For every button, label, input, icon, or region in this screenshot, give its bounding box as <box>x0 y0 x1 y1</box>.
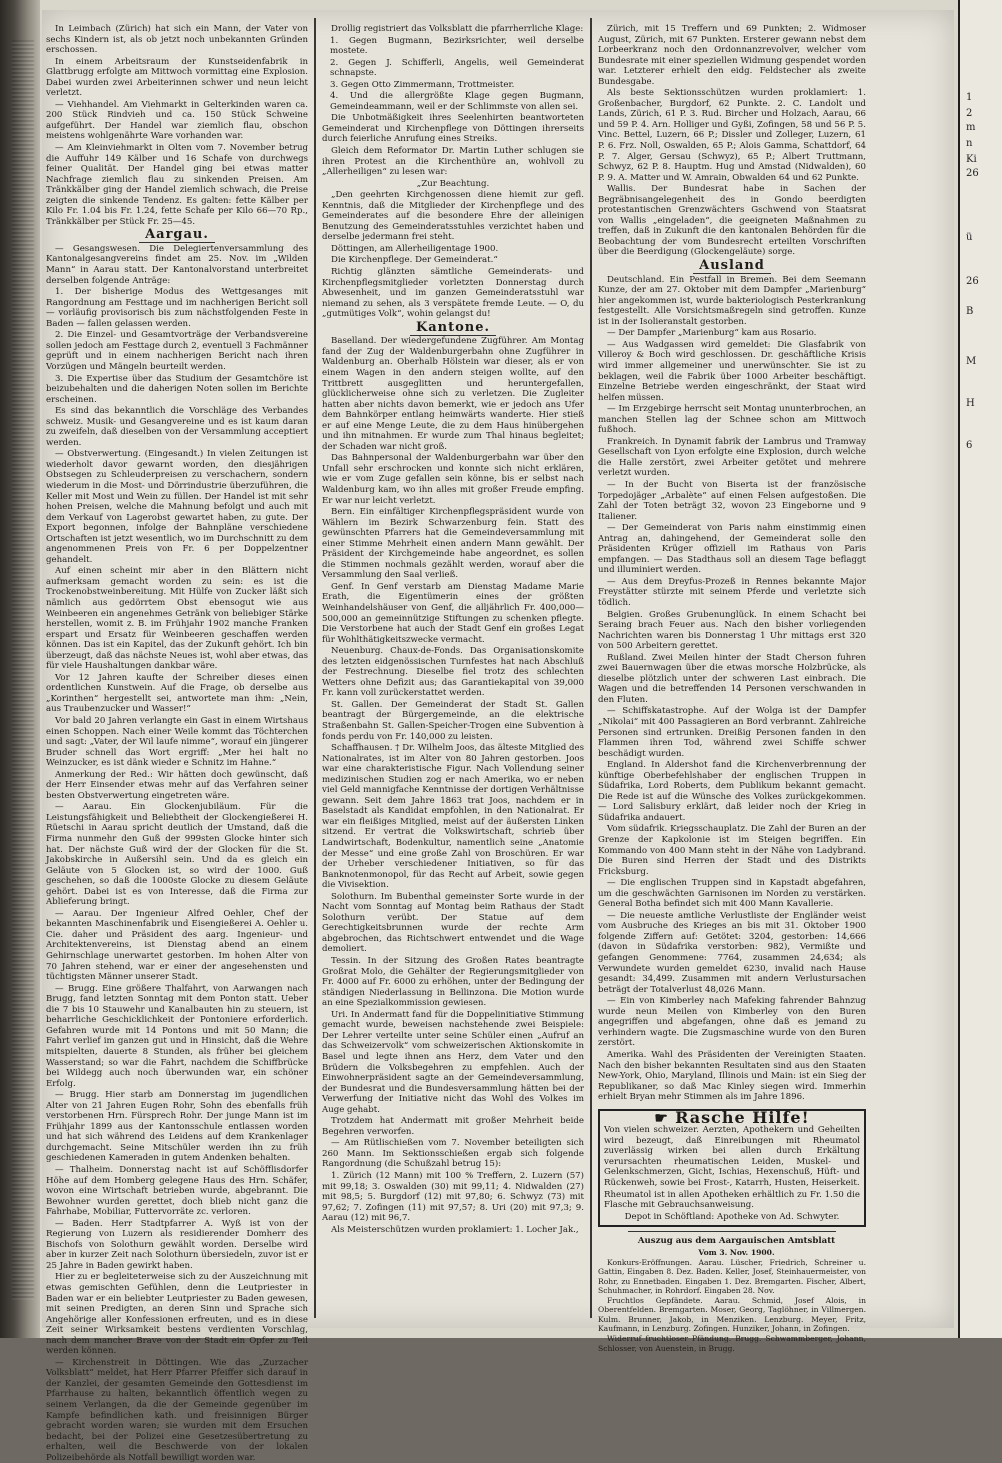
column-1 <box>46 24 308 1463</box>
section-heading-text: Ausland <box>693 258 771 274</box>
gazette-entry: Widerruf fruchtloser Pfändung. Brugg. Schwammberger, Johann, Schlosser, von Auenstein, in Brugg. <box>598 1334 866 1353</box>
paragraph: — In der Bucht von Biserta ist der französische Torpedojäger „Arbalète“ auf einen Felsen aufgestoßen. Die Zahl der Toten beträgt 32, wovon 23 Eingeborne und 9 Italiener. <box>598 479 866 522</box>
paragraph: — Gesangswesen. Die Delegiertenversammlung des Kantonalgesangvereins findet am 25. Nov. im „Wilden Mann“ in Aarau statt. Der Kantonalvorstand unterbreitet derselben folgende Anträge: <box>46 243 308 286</box>
paragraph: Schaffhausen. † Dr. Wilhelm Joos, das älteste Mitglied des Nationalrates, ist im Alter von 80 Jahren gestorben. Joos war eine charakteristische Figur. Nach Vollendung seiner medizinischen Studien zog er nach Amerika, wo er neben viel Geld mannigfache Kenntnisse der dortigen Verhältnisse gewann. Seit dem Jahre 1863 trat Joos, nachdem er in Baselstadt als Kandidat empfohlen, in den Nationalrat. Er war ein fleißiges Mitglied, meist auf der äußersten Linken sitzend. Er vertrat die Volkswirtschaft, schrieb über Landwirtschaft, Bodenkultur, namentlich seine „Anatomie der Messe“ und eine große Zahl von Broschüren. Er war der Urheber verschiedener Initiativen, so für das Banknotenmonopol, für das Recht auf Arbeit, sowie gegen die Vivisektion. <box>322 743 584 891</box>
column-2 <box>322 24 584 1324</box>
paragraph: Das Bahnpersonal der Waldenburgerbahn war über den Unfall sehr erschrocken und konnte sich nicht erklären, wie er vom Zuge gefallen sein könne, bis er selbst nach Waldenburg kam, wo ihn alles mit großer Freude empfing. Er war nur leicht verletzt. <box>322 453 584 506</box>
paragraph: — Aarau. Ein Glockenjubiläum. Für die Leistungsfähigkeit und Beliebtheit der Glockengießerei H. Rüetschi in Aarau spricht deutlich der Umstand, daß die Firma nunmehr den Guß der 999sten Glocke hinter sich hat. Der nächste Guß wird der der Glocken für die St. Jakobskirche in Außersihl sein. Und da es gleich ein Geläute von 5 Glocken ist, so wird der 1000. Guß geschehen, so daß die 1000ste Glocke zu diesem Geläute gehört. Dabei ist es von Interesse, daß die Firma zur Ablieferung bringt. <box>46 802 308 908</box>
paragraph: 1. Der bisherige Modus des Wettgesanges mit Rangordnung am Festtage und im nachherigen Bericht soll — vorläufig provisorisch bis zum nächstfolgenden Feste in Baden — fallen gelassen werden. <box>46 287 308 329</box>
adjacent-page-fragment: H <box>966 398 975 409</box>
paragraph: Genf. In Genf verstarb am Dienstag Madame Marie Erath, die Eigentümerin eines der größten Weinhandelshäuser von Genf, die alljährlich Fr. 400,000—500,000 an gemeinnützige Stiftungen zu schenken pflegte. Die Verstorbene hat auch der Stadt Genf ein großes Legat für Wohlthätigkeitszwecke vermacht. <box>322 581 584 645</box>
paragraph: — Obstverwertung. (Eingesandt.) In vielen Zeitungen ist wiederholt davor gewarnt worden, den diesjährigen Obstsegen zu Schleuderpreisen zu verschachern, sondern wiederum in die Most- und Dörrindustrie überzuführen, die Keller mit Most und Wein zu füllen. Der Handel ist mit sehr hohen Preisen, welche die Mahnung befolgt und auch mit dem Verkauf von Lagerobst gewartet haben, zu gute. Der Export begonnen, infolge der Bahnpläne verschiedene Ortschaften ist jetzt wesentlich, wo im Durchschnitt zu dem angenommenen Preis von Fr. 6 per Doppelzentner gehandelt. <box>46 449 308 565</box>
paragraph: In einem Arbeitsraum der Kunstseidenfabrik in Glattbrugg erfolgte am Mittwoch vormittag eine Explosion. Dabei wurden zwei Arbeiterinnen schwer und neun leicht verletzt. <box>46 56 308 99</box>
section-heading <box>46 227 308 243</box>
paragraph: — Ein von Kimberley nach Mafeking fahrender Bahnzug wurde neun Meilen von Kimberley von den Buren angegriffen und abgefangen, ohne daß es jemand zu verhindern wagte. Die Zugsmaschine wurde von den Buren zerstört. <box>598 996 866 1049</box>
paragraph: Drollig registriert das Volksblatt die pfarrherrliche Klage: <box>331 24 584 34</box>
centered-line: „Zur Beachtung. <box>416 178 490 189</box>
advertisement-price: Rheumatol ist in allen Apotheken erhältlich zu Fr. 1.50 die Flasche mit Gebrauchsanweisung. <box>604 1189 860 1211</box>
section-heading-text: Kantone. <box>410 320 496 336</box>
paragraph: — Aarau. Der Ingenieur Alfred Oehler, Chef der bekannten Maschinenfabrik und Eisengießerei A. Oehler u. Cie. daher und Präsident des aarg. Ingenieur- und Architektenvereins, ist Dienstag abend an einem Gehirnschlage unerwartet gestorben. Im hohen Alter von 70 Jahren stehend, war er einer der angesehensten und tüchtigsten Männer unserer Stadt. <box>46 908 308 983</box>
paragraph: — Die neueste amtliche Verlustliste der Engländer weist vom Ausbruche des Krieges an bis mit 31. Oktober 1900 folgende Ziffern auf: Getötet: 3204, gestorben: 14,666 (davon in Südafrika verstorben: 982), Vermißte und gefangen Genommene: 7764, zusammen 24,634; als Verwundete wurden gemeldet 6230, invalid nach Hause gesandt: 34,499. Zusammen mit andern Verlustursachen beträgt der Totalverlust 48,026 Mann. <box>598 910 866 995</box>
paragraph: Gleich dem Reformator Dr. Martin Luther schlugen sie ihren Protest an die Kirchenthüre an, wohlvoll zu „Allerheiligen“ zu lesen war: <box>322 146 584 178</box>
section-heading-text: Aargau. <box>139 227 215 243</box>
paragraph: England. In Aldershot fand die Kirchenverbrennung der künftige Oberbefehlshaber der englischen Truppen in Südafrika, Lord Roberts, dem Publikum bekannt gemacht. Die Rede ist auf die Wünsche des Volkes zurückgekommen. — Lord Salisbury erklärt, daß leider noch der Krieg in Südafrika andauert. <box>598 760 866 823</box>
paragraph: 1. Zürich (12 Mann) mit 100 % Treffern, 2. Luzern (57) mit 99,18; 3. Oswalden (30) mit 99,11; 4. Nidwalden (27) mit 98,5; 5. Burgdorf (12) mit 97,80; 6. Schwyz (73) mit 97,62; 7. Zofingen (11) mit 97,57; 8. Uri (20) mit 97,3; 9. Aarau (12) mit 96,7. <box>322 1170 584 1224</box>
paragraph: Rußland. Zwei Meilen hinter der Stadt Cherson fuhren zwei Bauernwagen über die etwas morsche Holzbrücke, als dieselbe plötzlich unter der schweren Last einbrach. Die Wagen und die betreffenden 14 Personen verschwanden in den Fluten. <box>598 652 866 705</box>
advertisement-depot: Depot in Schöftland: Apotheke von Ad. Schwyter. <box>624 1211 840 1222</box>
spine-edges <box>12 40 34 1300</box>
paragraph: — Aus dem Dreyfus-Prozeß in Rennes bekannte Major Freystätter stürzte mit seinem Pferde und verletzte sich tödlich. <box>598 576 866 608</box>
list-item: 2. Gegen J. Schifferli, Angelis, weil Gemeinderat schnapste. <box>330 57 584 79</box>
paragraph: Auf einen scheint mir aber in den Blättern nicht aufmerksam gemacht worden zu sein: es ist die Trockenobstweinbereitung. Mit Hülfe von Zucker läßt sich nämlich aus gedörrtem Obst ebensogut wie aus Weinbeeren ein angenehmes Getränk von beliebiger Stärke herstellen, womit z. B. im Frühjahr 1902 manche Franken erspart und Ersatz für Weinbeeren geschaffen werden können. Das ist ein Kapitel, das der Zukunft gehört. Ich bin überzeugt, daß das nächste Neues ist, wohl aber etwas, das für viele Haushaltungen dankbar wäre. <box>46 566 308 672</box>
paragraph: Tessin. In der Sitzung des Großen Rates beantragte Großrat Molo, die Gehälter der Regierungsmitglieder von Fr. 4000 auf Fr. 6000 zu erhöhen, unter der Bedingung der ständigen Niederlassung in Bellinzona. Die Motion wurde an eine Spezialkommission gewiesen. <box>322 956 584 1009</box>
paragraph: Als Meisterschützen wurden proklamiert: 1. Locher Jak., <box>331 1224 579 1235</box>
adjacent-page-fragment: 26 <box>966 168 979 179</box>
paragraph: — Der Gemeinderat von Paris nahm einstimmig einen Antrag an, dahingehend, der Gemeinderat solle den Präsidenten Krüger offiziell im Rathaus von Paris empfangen. — Das Stadthaus soll an diesem Tage beflaggt und illuminiert werden. <box>598 523 866 576</box>
paragraph: — Kirchenstreit in Döttingen. Wie das „Zurzacher Volksblatt“ meldet, hat Herr Pfarrer Pfeiffer sich darauf in der Kanzlei, der gesamten Gemeinde den Gottesdienst im Pfarrhause zu halten, bekanntlich öffentlich wegen zu seinem Verlangen, da die der Gemeinde gegenüber im Kampfe befindlichen kath. und freisinnigen Bürger gebracht worden waren; sie wurden mit dem Ersuchen bedacht, bei der Polizei eine Gesetzesübertretung zu erhalten, weil die Beschwerde von der lokalen Polizeibehörde als Notfall bewilligt worden war. <box>46 1357 308 1463</box>
gazette-entry: Konkurs-Eröffnungen. Aarau. Lüscher, Friedrich, Schreiner u. Gattin, Eingaben 8. Dez. Baden. Keller, Josef, Steinhauermeister, von Rohr, zu Ennetbaden. Eingaben 1. Dez. Bremgarten. Fischer, Albert, Schuhmacher, in Rohrdorf. Eingaben 28. Nov. <box>598 1258 866 1295</box>
paragraph: Es sind das bekanntlich die Vorschläge des Verbandes schweiz. Musik- und Gesangvereine und es ist kaum daran zu zweifeln, daß dieselben von der Versammlung acceptiert werden. <box>46 406 308 448</box>
paragraph: Hier zu er begleiteterweise sich zu der Auszeichnung mit etwas gemischten Gefühlen, denn die Leutpriester in Baden war er ein beliebter Leutpriester zu Baden gewesen, mit seinen Predigten, an deren Sinn und Sprache sich Angehörige aller Konfessionen erfreuten, und es in diese Zeit seiner Wirksamkeit bestens verdienten Vorschlag, nach dem mancher Brave von der Stadt ein Opfer zu Teil werden können. <box>46 1272 308 1357</box>
paragraph: Solothurn. Im Bubenthal gemeinster Sorte wurde in der Nacht vom Sonntag auf Montag beim Rathaus der Stadt Solothurn verübt. Der Statue auf dem Gerechtigkeitsbrunnen wurde der rechte Arm abgebrochen, das Richtschwert entwendet und die Wage demoliert. <box>322 891 584 955</box>
paragraph: 2. Die Einzel- und Gesamtvorträge der Verbandsvereine sollen jedoch am Festtage durch 2, eventuell 3 Fachmänner geprüft und in einem nachherigen Bericht nach ihren Vorzügen und Mängeln beurteilt werden. <box>46 330 308 372</box>
list-item: 1. Gegen Bugmann, Bezirksrichter, weil derselbe mostete. <box>330 35 584 57</box>
paragraph: Bern. Ein einfältiger Kirchenpflegspräsident wurde von Wählern im Bezirk Schwarzenburg fein. Statt des gewünschten Pfarrers hat die Gemeindeversammlung mit einer Stimme Mehrheit einen andern Mann gewählt. Der Präsident der Kirchgemeinde habe angeordnet, es sollen die Stimmen nochmals gezählt werden, worauf aber die Versammlung den Saal verließ. <box>322 507 584 581</box>
official-gazette-heading: Auszug aus dem Aargauischen Amtsblatt <box>637 1236 836 1247</box>
paragraph: Neuenburg. Chaux-de-Fonds. Das Organisationskomite des letzten eidgenössischen Turnfestes hat nach Abschluß der Festrechnung. Dieselbe fiel trotz des schlechten Wetters ohne Defizit aus; das Garantiekapital von 39,000 Fr. kann voll zurückerstattet werden. <box>322 646 584 699</box>
paragraph: In Leimbach (Zürich) hat sich ein Mann, der Vater von sechs Kindern ist, als ob jetzt noch unbekannten Gründen erschossen. <box>46 24 308 56</box>
paragraph: Wallis. Der Bundesrat habe in Sachen der Begräbnisangelegenheit des in Gondo beerdigten protestantischen Grenzwächters Gschwend von Staatsrat von Wallis „eingeladen“, die geeigneten Maßnahmen zu treffen, daß in Zukunft die den kantonalen Behörden für die Beobachtung der vom Bundesrecht erteilten Vorschriften über die Beerdigung (Glockengeläute) sorge. <box>598 184 866 258</box>
paragraph: — Am Rütlischießen vom 7. November beteiligten sich 260 Mann. Im Sektionsschießen ergab sich folgende Rangordnung (die Schußzahl betrug 15): <box>322 1138 584 1170</box>
paragraph: — Der Dampfer „Marienburg“ kam aus Rosario. <box>607 328 817 339</box>
paragraph: Döttingen, am Allerheiligentage 1900. <box>331 243 499 254</box>
adjacent-page-fragment: B <box>966 306 974 317</box>
advertisement-box <box>598 1109 866 1227</box>
paragraph: — Am Kleinviehmarkt in Olten vom 7. November betrug die Auffuhr 149 Kälber und 16 Schafe von durchwegs feiner Qualität. Der Handel ging bei etwas matter Nachfrage ziemlich flau zu sinkenden Preisen. Am Tränkkälber ging der Handel ziemlich schwach, die Preise zeigten die sinkende Tendenz. Es galten: fette Kälber per Kilo Fr. 1.04 bis Fr. 1.24, fette Schafe per Kilo 66—70 Rp., Tränkkälber per Stück Fr. 25—45. <box>46 143 308 227</box>
paragraph: Trotzdem hat Andermatt mit großer Mehrheit beide Begehren verworfen. <box>322 1116 584 1137</box>
adjacent-page-fragment: n <box>966 138 973 149</box>
list-item: 4. Und die allergrößte Klage gegen Bugmann, Gemeindeammann, weil er der Schlimmste von allen sei. <box>330 91 584 112</box>
adjacent-page-fragment: 6 <box>966 440 973 451</box>
paragraph: — Im Erzgebirge herrscht seit Montag ununterbrochen, an manchen Stellen lag der Schnee schon am Mittwoch fußhoch. <box>598 404 866 436</box>
paragraph: Vor 12 Jahren kaufte der Schreiber dieses einen ordentlichen Kunstwein. Auf die Frage, ob derselbe aus „Korinthen“ hergestellt sei, antwortete man ihm: „Nein, aus Traubenzucker und Wasser!“ <box>46 672 308 715</box>
section-heading <box>322 319 584 335</box>
divider <box>628 1231 836 1232</box>
paragraph: Vom südafrik. Kriegsschauplatz. Die Zahl der Buren an der Grenze der Kapkolonie ist im Steigen begriffen. Ein Kommando von 400 Mann steht in der Nähe von Ladybrand. Die Buren sind Herren der Stadt und des Distrikts Fricksburg. <box>598 824 866 877</box>
paragraph: — Die englischen Truppen sind in Kapstadt abgefahren, um die geschwächten Garnisonen im Norden zu verstärken. General Botha befindet sich mit 400 Mann Kavallerie. <box>598 878 866 910</box>
official-gazette-date: Vom 3. Nov. 1900. <box>698 1247 775 1257</box>
advertisement-title <box>604 1107 860 1127</box>
adjacent-page-edge <box>958 0 1002 1338</box>
paragraph: Die Kirchenpflege. Der Gemeinderat.“ <box>331 255 498 266</box>
paragraph: Belgien. Großes Grubenunglück. In einem Schacht bei Seraing brach Feuer aus. Nach den bisher vorliegenden Nachrichten waren bis Donnerstag 1 Uhr mittags erst 320 von 500 Arbeitern gerettet. <box>598 609 866 652</box>
paragraph: — Thalheim. Donnerstag nacht ist auf Schöfflisdorfer Höhe auf dem Homberg gelegene Haus des Hrn. Schäfer, wovon eine Wirtschaft betrieben wurde, abgebrannt. Die Bewohner wurden gerettet, doch blieb nicht ganz die Fahrhabe, Mobiliar, Futtervorräte zc. verloren. <box>46 1164 308 1218</box>
paragraph: Amerika. Wahl des Präsidenten der Vereinigten Staaten. Nach den bisher bekannten Resultaten sind aus den Staaten New-York, Ohio, Maryland, Illinois und Main: ist ein Sieg der Republikaner, so daß Mac Kinley siegen wird. Immerhin erhielt Bryan mehr Stimmen als im Jahre 1896. <box>598 1049 866 1103</box>
paragraph: — Aus Wadgassen wird gemeldet: Die Glasfabrik von Villeroy & Boch wird geschlossen. Dr. geschäftliche Krisis wird immer allgemeiner und unerwünschter. Sie ist zu beklagen, weil die Fabrik über 1000 Arbeiter beschäftigt. Einzelne Betriebe werden eingeschränkt, der Staat wird helfen müssen. <box>598 339 866 403</box>
paragraph: Zürich, mit 15 Treffern und 69 Punkten; 2. Widmoser August, Zürich, mit 67 Punkten. Ersterer gewann nebst dem Lorbeerkranz noch den Ordonnanzrevolver, welcher vom Bundesrate mit einer speziellen Widmung gespendet worden war. Letzterer erhielt den eidg. Feldstecher als zweite Bundesgabe. <box>598 24 866 87</box>
paragraph: — Viehhandel. Am Viehmarkt in Gelterkinden waren ca. 200 Stück Rindvieh und ca. 150 Stück Schweine aufgeführt. Der Handel war ziemlich flau, obschon meistens wohlgenährte Ware vorhanden war. <box>46 99 308 142</box>
adjacent-page-fragment: m <box>966 122 976 133</box>
advertisement-title-text: Rasche Hilfe! <box>675 1107 810 1127</box>
adjacent-page-fragment: 26 <box>966 276 979 287</box>
book-spine <box>0 0 40 1338</box>
paragraph: Frankreich. In Dynamit fabrik der Lambrus und Tramway Gesellschaft von Lyon erfolgte eine Explosion, durch welche die Halle zerstört, zwei Arbeiter getötet und mehrere verletzt wurden. <box>598 436 866 479</box>
adjacent-page-fragment: Ki <box>966 154 977 165</box>
paragraph: Deutschland. Ein Pestfall in Bremen. Bei dem Seemann Kunze, der am 27. Oktober mit dem Dampfer „Marienburg“ hier angekommen ist, wurde bakteriologisch Pesterkrankung festgestellt. Alle Vorsichtsmaßregeln sind getroffen. Kunze ist in der Isolieranstalt gestorben. <box>598 274 866 327</box>
column-rule-1 <box>314 18 316 1318</box>
pointing-hand-icon: ☛ <box>654 1108 676 1127</box>
paragraph: „Den geehrten Kirchgenossen diene hiemit zur gefl. Kenntnis, daß die Mitglieder der Kirchenpflege und des Gemeinderates auf die besondere Ehre der alleinigen Benutzung des Gemeinderatsstuhles verzichtet haben und derselbe jedermann frei steht. <box>322 190 584 243</box>
paragraph: 3. Die Expertise über das Studium der Gesamtchöre ist beizubehalten und die daherigen Noten sollen im Berichte erscheinen. <box>46 373 308 405</box>
gazette-entry: Fruchtlos Gepfändete. Aarau. Schmid, Josef Alois, in Oberentfelden. Bremgarten. Moser, Georg, Taglöhner, in Villmergen. Kulm. Brunner, Jakob, in Menziken. Lenzburg. Meyer, Fritz, Kaufmann, in Lenzburg. Zofingen. Hunziker, Johann, in Zofingen. <box>598 1296 866 1334</box>
adjacent-page-fragment: M <box>966 356 977 367</box>
paragraph: Vor bald 20 Jahren verlangte ein Gast in einem Wirtshaus einen Schoppen. Nach einer Weile kommt das Töchterchen und sagt: „Vater, der Wil laufe nimme“, worauf ein jüngerer Bruder schnell das Wort ergriff: „Mer hei halt no Weinzucker, es ist dänk wieder e Schnitz im Hahne.“ <box>46 716 308 769</box>
adjacent-page-fragment: ü <box>966 232 973 243</box>
paragraph: St. Gallen. Der Gemeinderat der Stadt St. Gallen beantragt der Bürgergemeinde, an die elektrische Straßenbahn St. Gallen-Speicher-Trogen eine Subvention à fonds perdu von Fr. 140,000 zu leisten. <box>322 699 584 742</box>
paragraph: Als beste Sektionsschützen wurden proklamiert: 1. Großenbacher, Burgdorf, 62 Punkte. 2. C. Landolt und Lands, Zürich, 61 P. 3. Rud. Bircher und Holzach, Aarau, 66 und 59 P. 4. Arn. Holliger und Gyßi, Zofingen, 58 und 56 P. 5. Vinc. Bettel, Luzern, 66 P.; Dissler und Zolleger, Luzern, 61 P. 6. Frz. Noll, Oswalden, 65 P.; Alois Gamma, Schattdorf, 64 P. 7. Alger, Gersau (Schwyz), 65 P.; Albert Truttmann, Schwyz, 62 P. 8. Hauptm. Hug und Amstad (Nidwalden), 60 P. 9. A. Matter und W. Amrain, Obwalden 64 und 62 Punkte. <box>598 88 866 183</box>
paragraph: — Baden. Herr Stadtpfarrer A. Wyß ist von der Regierung von Luzern als residierender Domherr des Bischofs von Solothurn gewählt worden. Derselbe wird aber in kurzer Zeit nach Solothurn übersiedeln, zuvor ist er 25 Jahre in Baden gewirkt haben. <box>46 1218 308 1271</box>
adjacent-page-fragment: 2 <box>966 108 973 119</box>
paragraph: — Schiffskatastrophe. Auf der Wolga ist der Dampfer „Nikolai“ mit 400 Passagieren an Bord verbrannt. Zahlreiche Personen sind ertrunken. Dreißig Personen fanden in den Flammen ihren Tod, während zwei Schiffe schwer beschädigt wurden. <box>598 706 866 759</box>
advertisement-body: Von vielen schweizer. Aerzten, Apothekern und Geheilten wird bezeugt, daß Einreibungen mit Rheumatol zuverlässig wirken bei allen durch Erkältung verursachten rheumatischen Leiden, Muskel- und Gelenkschmerzen, Gicht, Ischias, Hexenschuß, Hüft- und Rückenweh, sowie bei Frost-, Katarrh, Husten, Heiserkeit. <box>604 1125 860 1188</box>
paragraph: Uri. In Andermatt fand für die Doppelinitiative Stimmung gemacht wurde, beweisen nachstehende zwei Beispiele: Der Lehrer verteilte unter seine Schüler einen „Aufruf an das Schweizervolk“ vom schweizerischen Aktionskomite in Basel und legte ihnen ans Herz, dem Vater und den Brüdern die Volksbegehren zu empfehlen. Auch der Einwohnerpräsident sagte an der Gemeindeversammlung, der Bundesrat und die Bundesversammlung hätten bei der Verwerfung der Initiative nicht das Wohl des Volkes im Auge gehabt. <box>322 1009 584 1115</box>
paragraph: Richtig glänzten sämtliche Gemeinderats- und Kirchenpflegsmitglieder vorletzten Donnerstag durch Abwesenheit, und im ganzen Gemeinderatsstuhl war niemand zu sehen, als 3 verspätete fremde Leute. — O, du „gutmütiges Volk“, wohin gelangst du! <box>322 267 584 320</box>
adjacent-page-fragment: 1 <box>966 92 973 103</box>
paragraph: — Brugg. Hier starb am Donnerstag im jugendlichen Alter von 21 Jahren Eugen Rohr, Sohn des ebenfalls früh verstorbenen Hrn. Fürsprech Rohr. Der junge Mann ist im Frühjahr 1899 aus der Kantonsschule entlassen worden und hat sich während des Leidens auf dem Krankenlager durchgemacht. Seine Mitschüler werden ihn zu früh geschiedenen Kameraden in gutem Andenken behalten. <box>46 1090 308 1164</box>
list-item: 3. Gegen Otto Zimmermann, Trottmeister. <box>330 79 515 90</box>
column-3 <box>598 24 866 1353</box>
newspaper-page <box>42 10 954 1463</box>
section-heading <box>598 258 866 274</box>
paragraph: Die Unbotmäßigkeit ihres Seelenhirten beantworteten Gemeinderat und Kirchenpflege von Döttingen ihrerseits durch feierliche Anrufung eines Streiks. <box>322 113 584 145</box>
column-rule-2 <box>590 18 592 1318</box>
paragraph: Anmerkung der Red.: Wir hätten doch gewünscht, daß der Herr Einsender etwas mehr auf das Verfahren seiner besten Obstverwertung eingetreten wäre. <box>46 769 308 801</box>
paragraph: — Brugg. Eine größere Thalfahrt, von Aarwangen nach Brugg, fand letzten Sonntag mit dem Ponton statt. Ueber die 7 bis 10 Stauwehr und Kanalbauten hin zu steuern, ist beharrliche Geschicklichkeit der Pontoniere erforderlich. Gefahren wurde mit 14 Pontons und mit 50 Mann; die Fahrt verlief im ganzen gut und in Hinsicht, daß die Wehre mitspielten, dauerte 8 Stunden, als früher bei gleichem Wasserstand; so war die Fahrt, nachdem die Schiffbrücke bei Wildegg auch noch überwunden war, ein schöner Erfolg. <box>46 983 308 1089</box>
paragraph: Baselland. Der wiedergefundene Zugführer. Am Montag fand der Zug der Waldenburgerbahn ohne Zugführer in Waldenburg an. Oberhalb Hölstein war dieser, als er von einem Wagen in den andern steigen wollte, auf den Trittbrett ausgeglitten und heruntergefallen, glücklicherweise ohne sich zu verletzen. Die Zugleiter hatten aber nichts davon bemerkt, wie er jedoch ans Ufer dem Bahnkörper entlang heimwärts wanderte. Hier stieß er auf eine Menge Leute, die zu dem Haus hinübergehen und ihn mitnahmen. Er wurde zum Thal hinaus begleitet; der Schaden war nicht groß. <box>322 336 584 452</box>
